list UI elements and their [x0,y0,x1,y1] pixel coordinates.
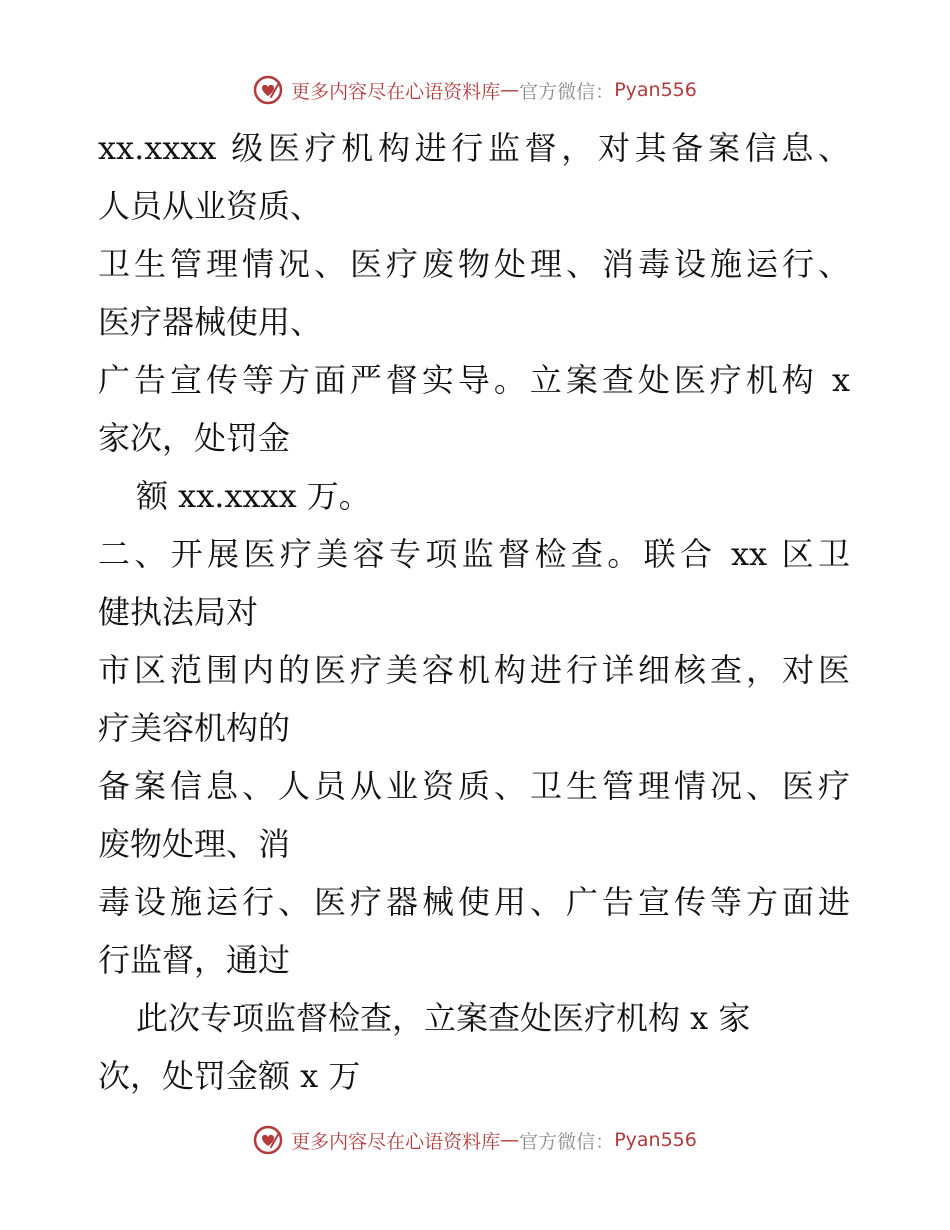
body-line: 备案信息、人员从业资质、卫生管理情况、医疗 [98,767,850,805]
banner-wechat-id: Pyan556 [614,79,697,101]
body-line: 医疗器械使用、 [98,303,323,341]
body-line: 健执法局对 [98,593,259,631]
body-line: xx.xxxx 级医疗机构进行监督，对其备案信息、 [98,129,850,167]
body-line: 人员从业资质、 [98,187,323,225]
heart-pen-logo-icon [253,1125,283,1155]
body-line: 次，处罚金额 x 万 [98,1057,361,1095]
body-line: 废物处理、消 [98,825,291,863]
banner-wechat-id: Pyan556 [614,1129,697,1151]
banner-text: 更多内容尽在心语资料库 [291,80,501,103]
body-line: 行监督，通过 [98,941,291,979]
body-line: 市区范围内的医疗美容机构进行详细核查，对医 [98,651,850,689]
banner-separator: — [500,1129,520,1151]
body-line: 额 xx.xxxx 万。 [136,477,371,515]
footer-banner [0,1122,950,1158]
body-line: 二、开展医疗美容专项监督检查。联合 xx 区卫 [98,535,850,573]
banner-separator: — [500,79,520,101]
body-line: 家次，处罚金 [98,419,291,457]
banner-text: 更多内容尽在心语资料库 [291,1130,501,1153]
header-banner [0,72,950,108]
banner-wechat-label: 官方微信： [519,80,615,103]
body-line: 疗美容机构的 [98,709,291,747]
banner-wechat-label: 官方微信： [519,1130,615,1153]
body-line: 毒设施运行、医疗器械使用、广告宣传等方面进 [98,883,850,921]
body-line: 此次专项监督检查，立案查处医疗机构 x 家 [136,999,751,1037]
heart-pen-logo-icon [253,75,283,105]
body-line: 广告宣传等方面严督实导。立案查处医疗机构 x [98,361,850,399]
body-line: 卫生管理情况、医疗废物处理、消毒设施运行、 [98,245,850,283]
